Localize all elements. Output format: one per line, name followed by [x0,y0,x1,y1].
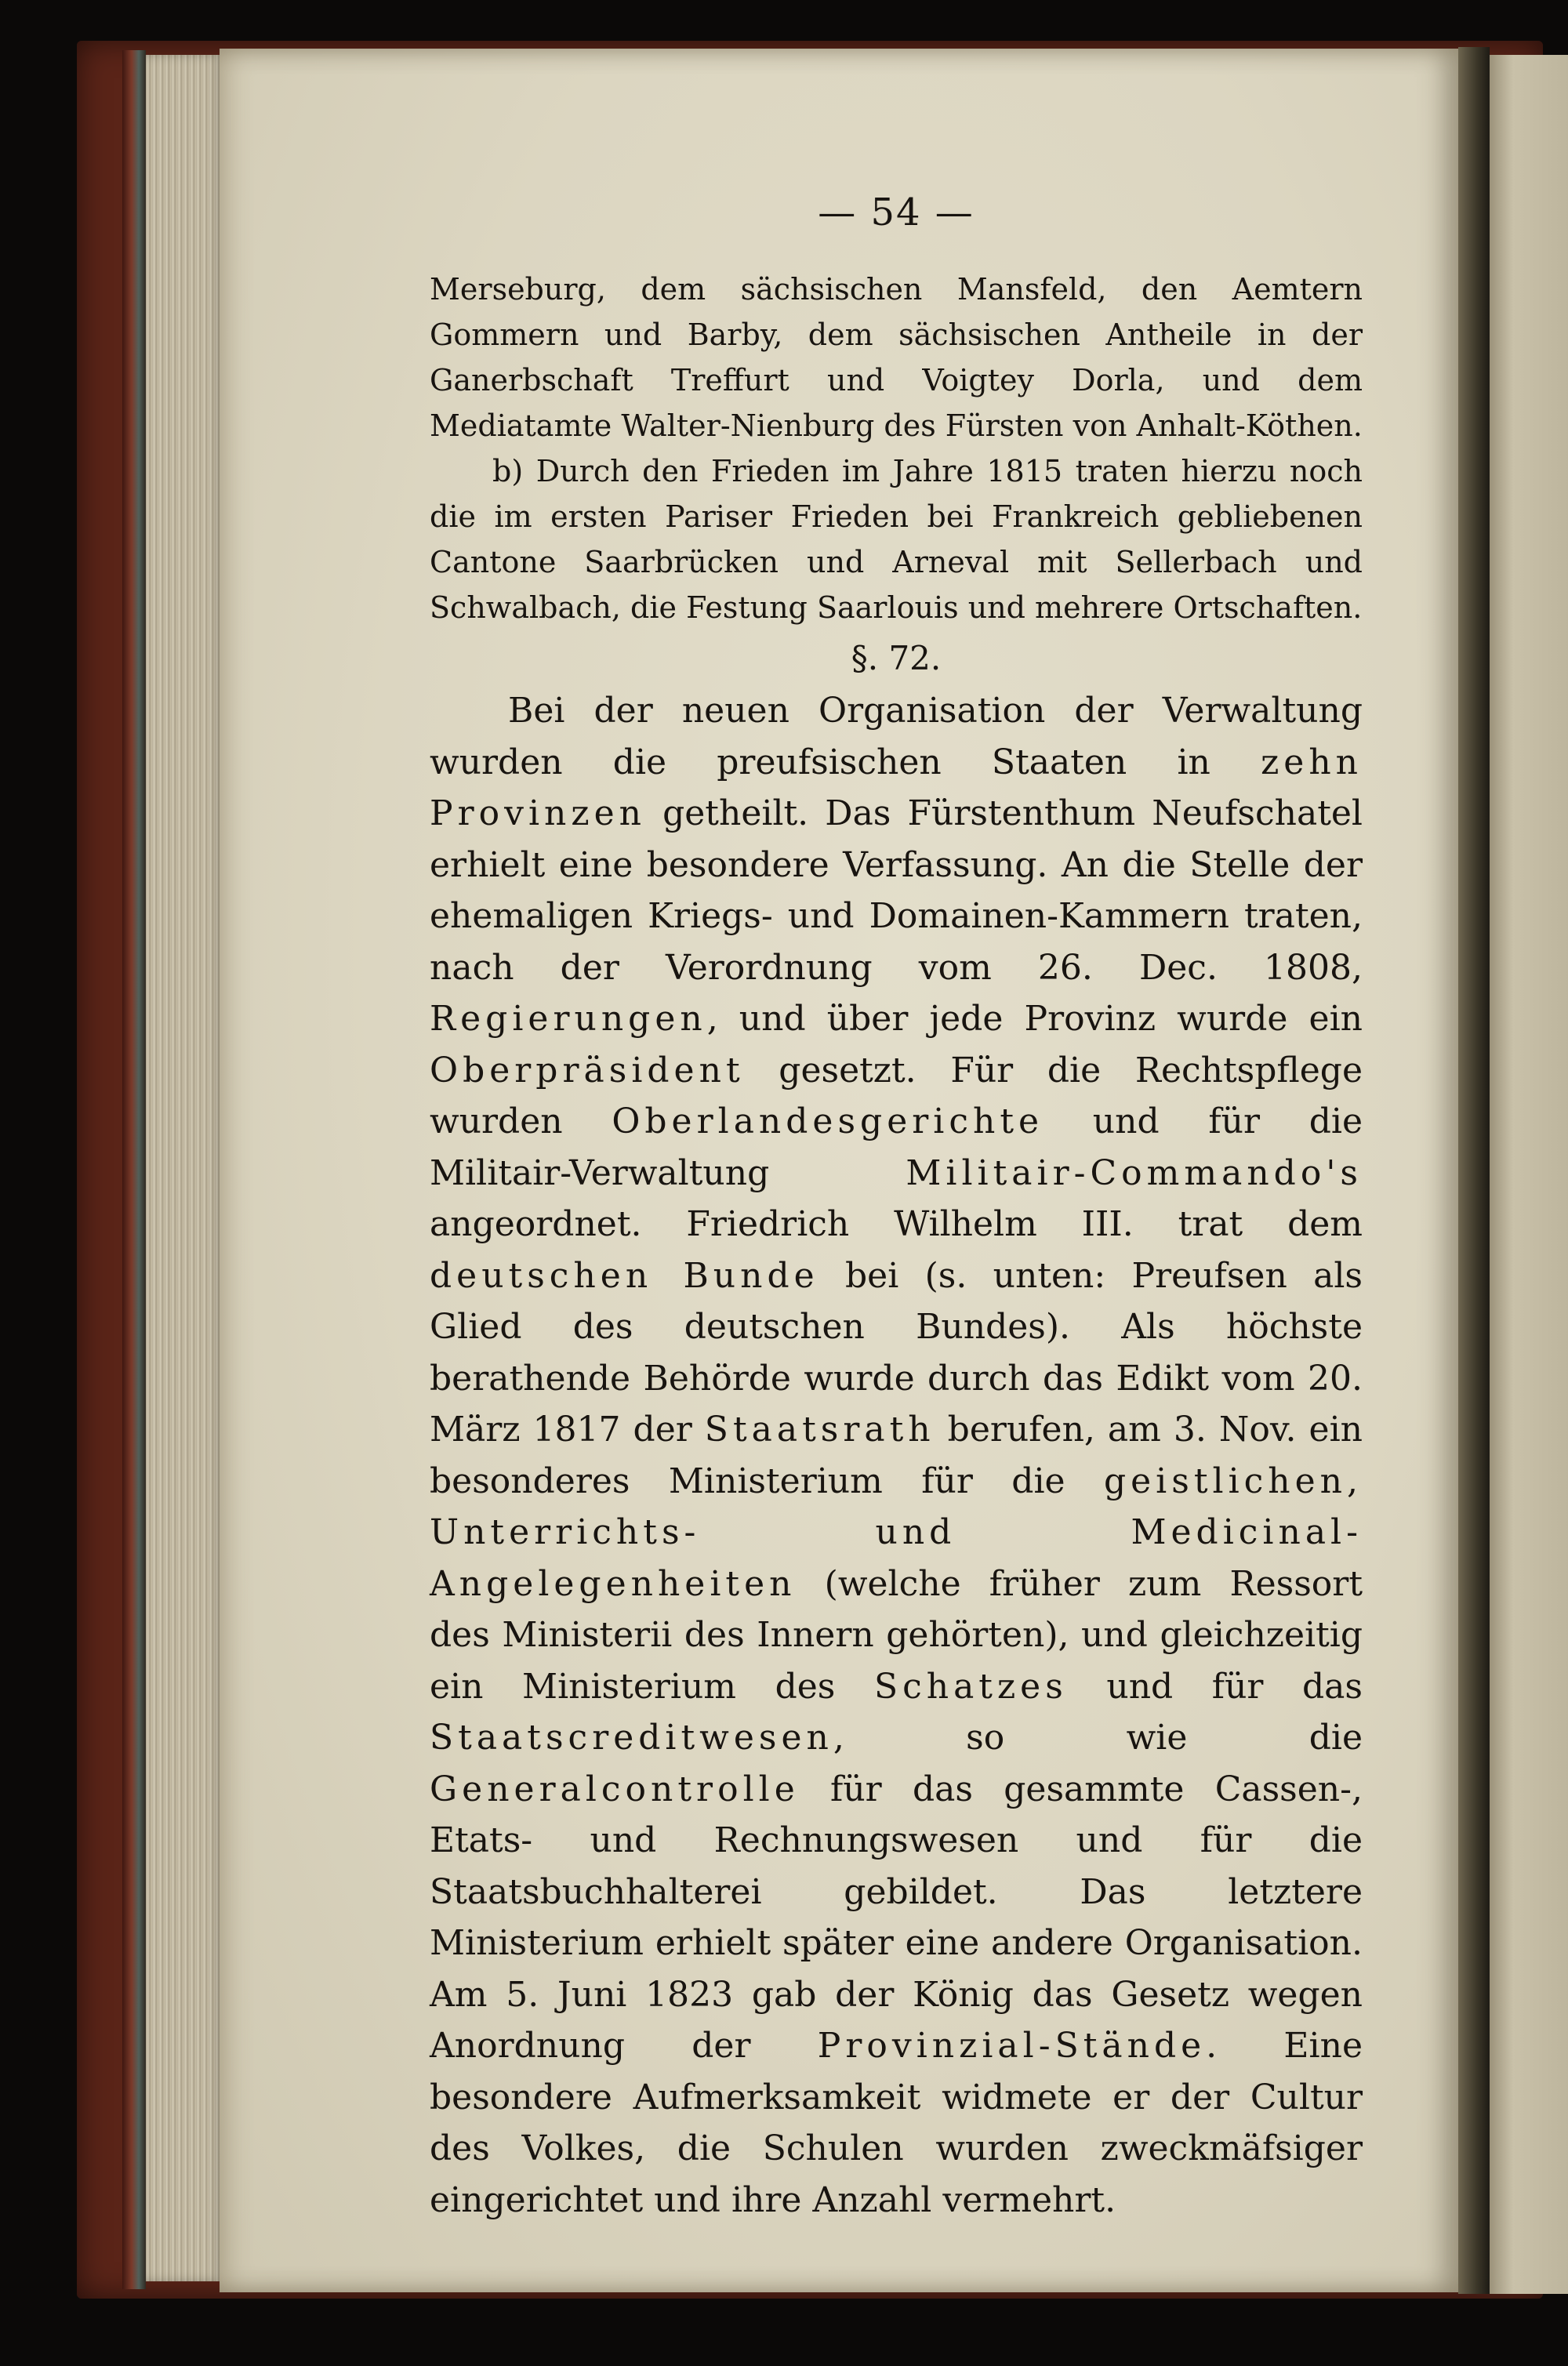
page-text [430,185,1363,2226]
text-run: und für die Militair-Verwaltung [430,1101,1363,1193]
text-run: bei (s. unten: Preufsen als Glied des deutschen Bundes). Als höchste berathende Behörde wurde durch das Edikt vom 20. März 1817 der [430,1255,1363,1450]
main-paragraph [430,685,1363,2226]
spaced-term: Militair-Commando's [906,1152,1363,1193]
page-number: — 54 — [818,191,975,234]
section-heading: §. 72. [851,639,942,677]
spaced-term: Oberlandesgerichte [612,1101,1044,1141]
page-edges [146,55,224,2281]
text-run: (welche früher zum Ressort des Ministerii des Innern gehörten), und gleichzeitig ein Ministerium des [430,1563,1363,1707]
text-run: . Eine besondere Aufmerksamkeit widmete er der Cultur des Volkes, die Schulen wurden zweckmäfsiger eingerichtet und ihre Anzahl vermehrt. [430,2026,1363,2220]
spaced-term: Generalcontrolle [430,1769,800,1809]
text-run: berufen, am 3. Nov. ein besonderes Ministerium für die [430,1410,1363,1501]
main-text-block [430,685,1363,2226]
enumeration-block [430,267,1363,630]
spaced-term: Staatsrath [704,1410,935,1450]
facing-page-edge [1490,55,1568,2294]
spaced-term: zehn Provinzen [430,742,1363,833]
spaced-term: Regierungen [430,999,707,1039]
text-run: gesetzt. Für die Rechtspflege wurden [430,1050,1363,1141]
text-run: , und über jede Provinz wurde ein [706,999,1363,1039]
text-run: und für das [1067,1666,1363,1707]
spaced-term: geistlichen, Unterrichts- und Medicinal-Angelegenheiten [430,1461,1363,1604]
spaced-term: Oberpräsident [430,1050,745,1090]
text-run: für das gesammte Cassen-, Etats- und Rechnungswesen und für die Staatsbuchhalterei gebildet. Das letztere Ministerium erhielt später eine andere Organisation. Am 5. Juni 1823 gab der König das Gesetz wegen Anordnung der [430,1769,1363,2066]
spaced-term: Staatscreditwesen [430,1718,833,1758]
text-run: , so wie die [833,1718,1363,1758]
text-run: getheilt. Das Fürstenthum Neufschatel erhielt eine besondere Verfassung. An die Stelle der ehemaligen Kriegs- und Domainen-Kammern traten, nach der Verordnung vom 26. Dec. 1808, [430,793,1363,988]
spaced-term: deutschen Bunde [430,1255,819,1296]
paragraph-a: Merseburg, dem sächsischen Mansfeld, den Aemtern Gommern und Barby, dem sächsischen Antheile in der Ganerbschaft Treffurt und Voigtey Dorla, und dem Mediatamte Walter-Nienburg des Fürsten von Anhalt-Köthen. [430,272,1363,443]
paragraph-b: b) Durch den Frieden im Jahre 1815 traten hierzu noch die im ersten Pariser Frieden bei Frankreich gebliebenen Cantone Saarbrücken und Arneval mit Sellerbach und Schwalbach, die Festung Saarlouis und mehrere Ortschaften. [430,454,1363,625]
text-run: Bei der neuen Organisation der Verwaltung wurden die preufsischen Staaten in [430,691,1363,782]
spaced-term: Schatzes [873,1666,1068,1707]
text-run: angeordnet. Friedrich Wilhelm III. trat dem [430,1204,1363,1244]
book-gutter [1458,47,1490,2294]
spaced-term: Provinzial-Stände [817,2026,1207,2066]
cover-edge [122,50,146,2289]
